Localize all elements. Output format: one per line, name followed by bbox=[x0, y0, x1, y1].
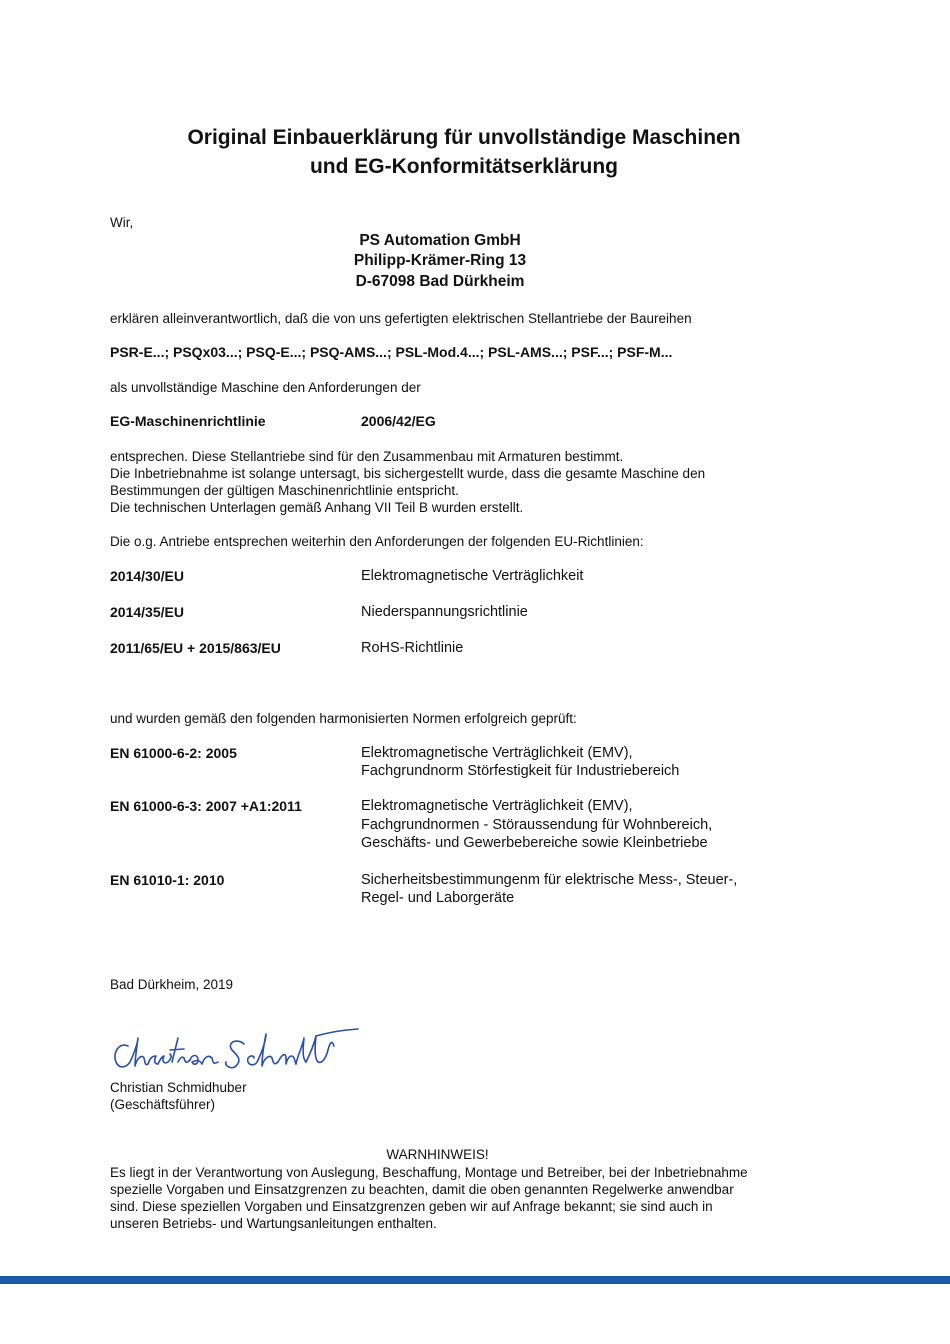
compliance-line: Die Inbetriebnahme ist solange untersagt, bis sichergestellt wurde, dass die gesamte Maschine den bbox=[110, 466, 706, 481]
eu-directive-name: Niederspannungsrichtlinie bbox=[361, 604, 528, 620]
eu-directive-name: Elektromagnetische Verträglichkeit bbox=[361, 568, 584, 584]
standard-description-line: Geschäfts- und Gewerbebereiche sowie Kleinbetriebe bbox=[361, 835, 708, 851]
standard-description-line: Elektromagnetische Verträglichkeit (EMV), bbox=[361, 745, 633, 761]
product-series: PSR-E...; PSQx03...; PSQ-E...; PSQ-AMS...; PSL-Mod.4...; PSL-AMS...; PSF...; PSF-M... bbox=[110, 344, 673, 360]
standard-code: EN 61000-6-2: 2005 bbox=[110, 745, 237, 761]
place-date: Bad Dürkheim, 2019 bbox=[110, 977, 234, 992]
handwritten-signature bbox=[108, 1024, 368, 1076]
signer-role: (Geschäftsführer) bbox=[110, 1097, 216, 1112]
compliance-line: entsprechen. Diese Stellantriebe sind für den Zusammenbau mit Armaturen bestimmt. bbox=[110, 449, 624, 464]
standard-description-line: Fachgrundnorm Störfestigkeit für Industriebereich bbox=[361, 763, 680, 779]
document-title-line-1: Original Einbauerklärung für unvollständige Maschinen bbox=[187, 126, 741, 149]
eu-directives-intro: Die o.g. Antriebe entsprechen weiterhin den Anforderungen der folgenden EU-Richtlinien: bbox=[110, 534, 644, 549]
warning-line: sind. Diese speziellen Vorgaben und Einsatzgrenzen geben wir auf Anfrage bekannt; sie sind auch in bbox=[110, 1199, 713, 1214]
warning-line: Es liegt in der Verantwortung von Auslegung, Beschaffung, Montage und Betreiber, bei der Inbetriebnahme bbox=[110, 1165, 748, 1180]
declare-text: erklären alleinverantwortlich, daß die von uns gefertigten elektrischen Stellantriebe der Baureihen bbox=[110, 311, 692, 326]
standards-intro: und wurden gemäß den folgenden harmonisierten Normen erfolgreich geprüft: bbox=[110, 711, 577, 726]
compliance-line: Die technischen Unterlagen gemäß Anhang VII Teil B wurden erstellt. bbox=[110, 500, 524, 515]
machinery-directive-number: 2006/42/EG bbox=[361, 413, 436, 429]
standard-code: EN 61010-1: 2010 bbox=[110, 872, 225, 888]
standard-code: EN 61000-6-3: 2007 +A1:2011 bbox=[110, 798, 302, 814]
eu-directive-code: 2014/30/EU bbox=[110, 568, 184, 584]
company-city: D-67098 Bad Dürkheim bbox=[355, 273, 525, 290]
footer-bar bbox=[0, 1276, 950, 1284]
standard-description-line: Regel- und Laborgeräte bbox=[361, 890, 515, 906]
machine-text: als unvollständige Maschine den Anforderungen der bbox=[110, 380, 421, 395]
company-street: Philipp-Krämer-Ring 13 bbox=[353, 252, 527, 269]
intro-text: Wir, bbox=[110, 215, 134, 230]
standard-description-line: Sicherheitsbestimmungenm für elektrische Mess-, Steuer-, bbox=[361, 872, 738, 888]
company-name: PS Automation GmbH bbox=[359, 232, 521, 249]
warning-line: spezielle Vorgaben und Einsatzgrenzen zu beachten, damit die oben genannten Regelwerke anwendbar bbox=[110, 1182, 734, 1197]
eu-directive-code: 2014/35/EU bbox=[110, 604, 184, 620]
machinery-directive-name: EG-Maschinenrichtlinie bbox=[110, 413, 266, 429]
signer-name: Christian Schmidhuber bbox=[110, 1080, 247, 1095]
warning-line: unseren Betriebs- und Wartungsanleitungen enthalten. bbox=[110, 1216, 437, 1231]
standard-description-line: Fachgrundnormen - Störaussendung für Wohnbereich, bbox=[361, 817, 713, 833]
standard-description-line: Elektromagnetische Verträglichkeit (EMV), bbox=[361, 798, 633, 814]
compliance-line: Bestimmungen der gültigen Maschinenrichtlinie entspricht. bbox=[110, 483, 459, 498]
document-title-line-2: und EG-Konformitätserklärung bbox=[309, 155, 619, 178]
warning-heading: WARNHINWEIS! bbox=[386, 1147, 489, 1162]
eu-directive-code: 2011/65/EU + 2015/863/EU bbox=[110, 640, 281, 656]
eu-directive-name: RoHS-Richtlinie bbox=[361, 640, 464, 656]
